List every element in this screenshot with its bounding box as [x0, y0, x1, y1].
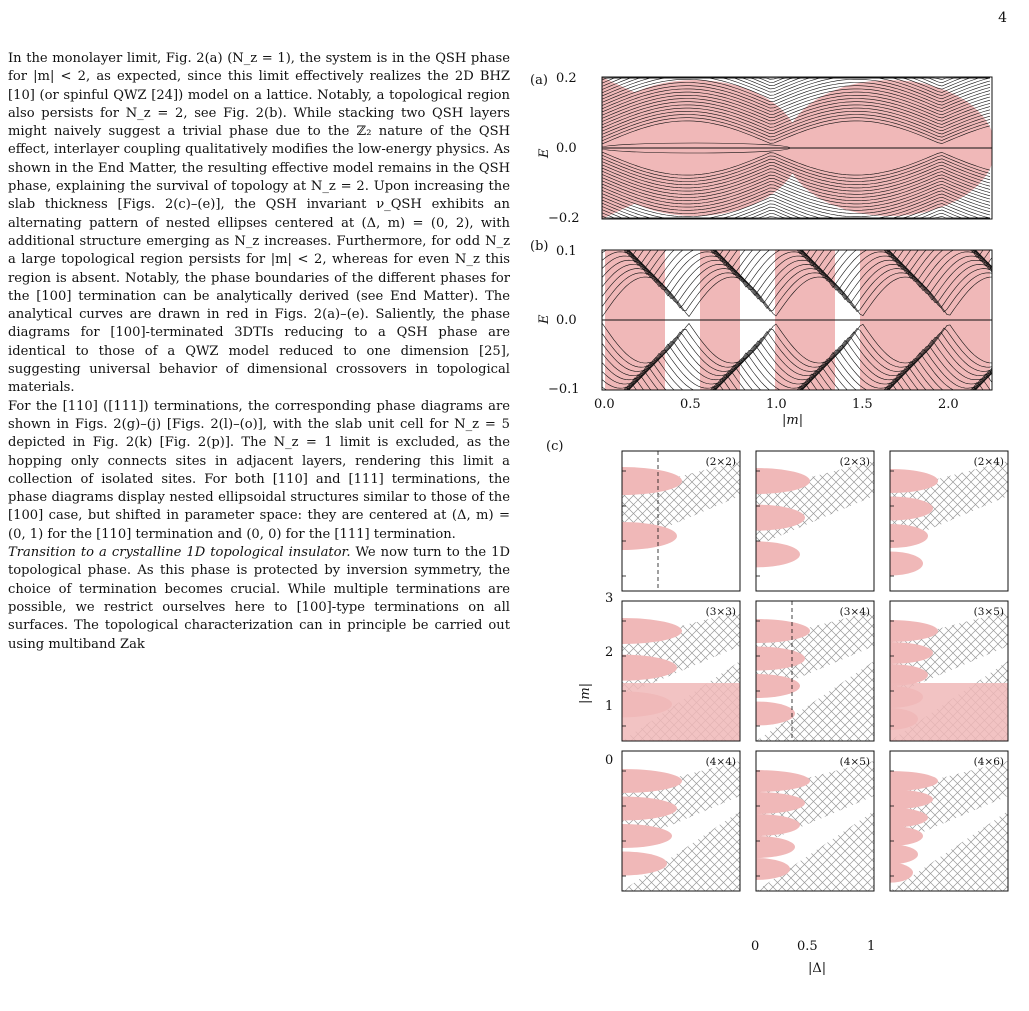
panel-b-ytick-mid: 0.0 [556, 313, 577, 328]
grid-label: (3×5) [973, 606, 1004, 618]
panel-b-plot [602, 248, 992, 392]
panel-a-ytick-mid: 0.0 [556, 141, 577, 156]
panel-b-ylabel: E [537, 314, 552, 324]
panel-a-label: (a) [530, 73, 548, 88]
panel-a-plot [590, 77, 995, 219]
grid-label: (3×3) [705, 606, 736, 618]
b-xtick-4: 2.0 [938, 397, 959, 412]
grid-ytick-3: 3 [605, 591, 614, 606]
section-heading: Transition to a crystalline 1D topological insulator. [8, 545, 351, 561]
phase-diagram-(4×4) [562, 751, 740, 891]
grid-ytick-2: 2 [605, 645, 614, 660]
grid-label: (4×6) [973, 756, 1004, 768]
phase-diagram-(2×2) [562, 451, 740, 591]
panel-c-grid [562, 451, 1008, 891]
panel-b-xlabel: |m| [782, 413, 804, 428]
grid-label: (2×3) [839, 456, 870, 468]
b-xtick-2: 1.0 [766, 397, 787, 412]
grid-ytick-0: 0 [605, 753, 614, 768]
page-number: 4 [998, 10, 1007, 26]
grid-xtick-1: 0.5 [797, 939, 818, 954]
panel-c-xlabel: |Δ| [808, 961, 827, 975]
grid-label: (4×4) [705, 756, 736, 768]
b-xtick-1: 0.5 [680, 397, 701, 412]
grid-xtick-0: 0 [751, 939, 760, 954]
b-xtick-0: 0.0 [594, 397, 615, 412]
b-xtick-3: 1.5 [852, 397, 873, 412]
panel-b-xticks [594, 397, 959, 412]
grid-label: (3×4) [839, 606, 870, 618]
panel-b-label: (b) [530, 239, 549, 254]
section-text: We now turn to the 1D topological phase. As this phase is protected by inversion symmetry, the choice of termination becomes crucial. While multiple terminations are possible, we restrict ourselves here to [100]-type terminations on all surfaces. The topological characterization can in principle be carried out using multiband Zak [8, 545, 510, 652]
figure-2 [530, 50, 1020, 975]
topological-region [890, 683, 1008, 741]
panel-c-label: (c) [546, 439, 564, 454]
paragraph-3 [8, 544, 510, 654]
panel-b-ytick-bot: −0.1 [548, 382, 580, 397]
panel-a-ytick-bot: −0.2 [548, 211, 580, 226]
figure-svg [530, 50, 1020, 975]
panel-b-ytick-top: 0.1 [556, 244, 577, 259]
body-text-column [8, 50, 510, 654]
grid-label: (4×5) [839, 756, 870, 768]
paragraph-1: In the monolayer limit, Fig. 2(a) (N_z = 1), the system is in the QSH phase for |m| < 2, as expected, since this limit effectively realizes the 2D BHZ [10] (or spinful QWZ [24]) model on a lattice. Notably, a topological region also persists for N_z = 2, see Fig. 2(b). While stacking two QSH layers might naively suggest a trivial phase due to the ℤ₂ nature of the QSH effect, interlayer coupling qualitatively modifies the low-energy physics. As shown in the End Matter, the resulting effective model remains in the QSH phase, explaining the survival of topology at N_z = 2. Upon increasing the slab thickness [Figs. 2(c)–(e)], the QSH invariant ν_QSH exhibits an alternating pattern of nested ellipses centered at (Δ, m) = (0, 2), with additional structure emerging as N_z increases. Furthermore, for odd N_z a large topological region persists for |m| < 2, whereas for even N_z this region is absent. Notably, the phase boundaries of the different phases for the [100] termination can be analytically derived (see End Matter). The analytical curves are drawn in red in Figs. 2(a)–(e). Saliently, the phase diagrams for [100]-terminated 3DTIs reducing to a QSH phase are identical to those of a QWZ model reduced to one dimension [25], suggesting universal behavior of dimensional crossovers in topological materials. [8, 51, 510, 396]
paragraph-2: For the [110] ([111]) terminations, the corresponding phase diagrams are shown in Figs. 2(g)–(j) [Figs. 2(l)–(o)], with the slab unit cell for N_z = 5 depicted in Fig. 2(k) [Fig. 2(p)]. The N_z = 1 limit is excluded, as the hopping only connects sites in adjacent layers, rendering this limit a collection of isolated sites. For both [110] and [111] terminations, the phase diagrams display nested ellipsoidal structures similar to those of the [100] case, but shifted in parameter space: they are centered at (Δ, m) = (0, 1) for the [110] termination and (0, 0) for the [111] termination. [8, 398, 510, 542]
grid-label: (2×4) [973, 456, 1004, 468]
panel-a-ylabel: E [537, 148, 552, 158]
grid-label: (2×2) [705, 456, 736, 468]
grid-ytick-1: 1 [605, 699, 614, 714]
panel-c-ylabel: |m| [578, 682, 593, 704]
panel-a-ytick-top: 0.2 [556, 71, 577, 86]
phase-diagram-(3×3) [562, 601, 740, 741]
grid-xtick-2: 1 [867, 939, 876, 954]
topological-region [622, 683, 740, 741]
